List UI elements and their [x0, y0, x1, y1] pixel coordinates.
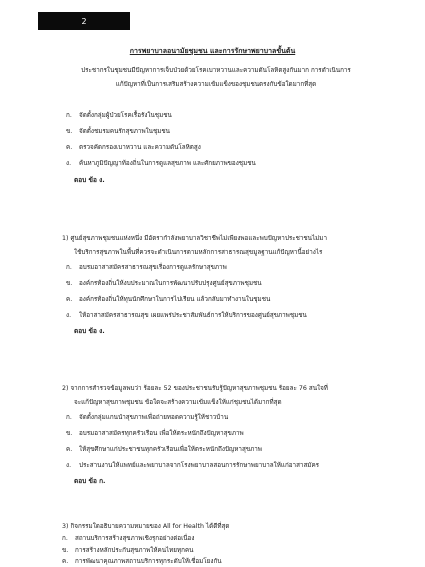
question-3-line-1: 3) กิจกรรมใดอธิบายความหมายของ All for Health ได้ดีที่สุด	[62, 523, 230, 530]
page-number: 2	[81, 16, 87, 26]
question-3-stem	[62, 520, 382, 534]
question-2-line-1: 2) จากการสำรวจข้อมูลพบว่า ร้อยละ 52 ของประชาชนรับรู้ปัญหาสุขภาพชุมชน ร้อยละ 76 สนใจที่	[62, 385, 328, 392]
question-2-line-2: จะแก้ปัญหาสุขภาพชุมชน ข้อใดจะสร้างความเข้มแข็งให้แก่ชุมชนได้มากที่สุด	[74, 399, 282, 406]
option: ก. จัดตั้งกลุ่มผู้ป่วยโรคเรื้อรังในชุมชน	[66, 112, 172, 119]
question-0-line-2: แก้ปัญหาที่เป็นการเสริมสร้างความเข้มแข็งของชุมชนตรงกับข้อใดมากที่สุด	[115, 81, 317, 88]
question-0-stem	[56, 64, 376, 92]
question-0-answer: ตอบ ข้อ ง.	[74, 176, 105, 184]
question-0-options	[66, 108, 386, 172]
option: ค. องค์กรท้องถิ่นให้ทุนนักศึกษาในการไปเรียน แล้วกลับมาทำงานในชุมชน	[66, 296, 271, 303]
question-1-options	[66, 260, 386, 324]
option: ค. ให้สุขศึกษาแก่ประชาชนทุกครัวเรือนเพื่อให้ตระหนักถึงปัญหาสุขภาพ	[66, 446, 262, 453]
option: ค. ตรวจคัดกรองเบาหวาน และความดันโลหิตสูง	[66, 144, 201, 151]
option: ค. การพัฒนาคุณภาพสถานบริการทุกระดับให้เชื่อมโยงกัน	[62, 558, 222, 565]
question-2-answer: ตอบ ข้อ ก.	[74, 477, 106, 485]
option: ก. จัดตั้งกลุ่มแกนนำสุขภาพเพื่อถ่ายทอดความรู้ให้ชาวบ้าน	[66, 414, 229, 421]
document-title: การพยาบาลอนามัยชุมชน และการรักษาพยาบาลขั้นต้น	[129, 47, 296, 55]
question-1-answer: ตอบ ข้อ ง.	[74, 327, 105, 335]
option: ข. องค์กรท้องถิ่นให้งบประมาณในการพัฒนาปรับปรุงศูนย์สุขภาพชุมชน	[66, 280, 262, 287]
option: ก. สถานบริการสร้างสุขภาพเชิงรุกอย่างต่อเนื่อง	[62, 535, 195, 542]
question-2-stem	[62, 382, 382, 410]
question-1-stem	[62, 232, 382, 260]
option: ข. อบรมอาสาสมัครทุกครัวเรือน เพื่อให้ตระหนักถึงปัญหาสุขภาพ	[66, 430, 244, 437]
question-1-line-2: ใช้บริการสุขภาพในพื้นที่ควรจะดำเนินการตามหลักการสาธารณสุขมูลฐานแก้ปัญหานี้อย่างไร	[74, 249, 323, 256]
option: ง. ค้นหาภูมิปัญญาท้องถิ่นในการดูแลสุขภาพ และศักยภาพของชุมชน	[66, 160, 256, 167]
option: ง. ให้อาสาสมัครสาธารณสุข เผยแพร่ประชาสัมพันธ์การให้บริการของศูนย์สุขภาพชุมชน	[66, 312, 307, 319]
question-2-options	[66, 410, 386, 474]
option: ก. อบรมอาสาสมัครสาธารณสุขเรื่องการดูแลรักษาสุขภาพ	[66, 264, 227, 271]
question-3-options	[62, 533, 382, 567]
option: ข. จัดตั้งชมรมคนรักสุขภาพในชุมชน	[66, 128, 170, 135]
option: ง. ประสานงานให้แพทย์และพยาบาลจากโรงพยาบาลสอนการรักษาพยาบาลให้แก่อาสาสมัคร	[66, 462, 320, 469]
page-number-badge	[38, 12, 130, 30]
option: ข. การสร้างหลักประกันสุขภาพให้คนไทยทุกคน	[62, 547, 194, 554]
question-1-line-1: 1) ศูนย์สุขภาพชุมชนแห่งหนึ่ง มีอัตรากำลังพยาบาลวิชาชีพไม่เพียงพอและพบปัญหาประชาชนไม่มา	[62, 235, 327, 242]
question-0-line-1: ประชากรในชุมชนมีปัญหาการเจ็บป่วยด้วยโรคเบาหวานและความดันโลหิตสูงกันมาก การดำเนินการ	[81, 67, 351, 74]
